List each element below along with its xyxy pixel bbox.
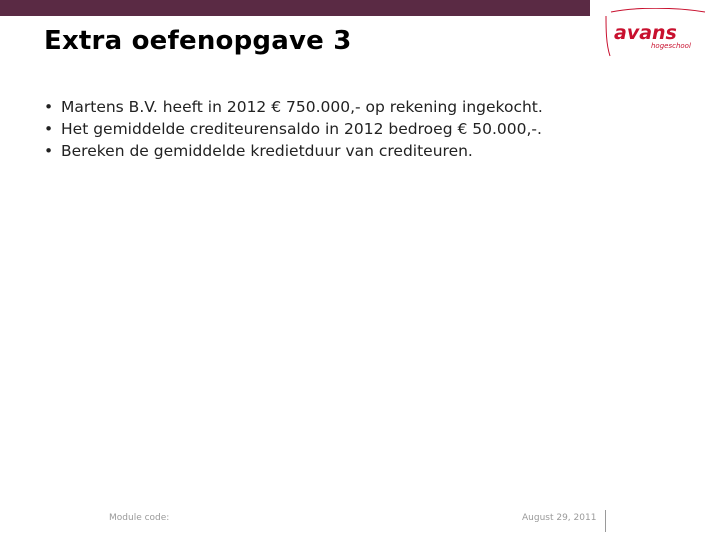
bullet-list bbox=[44, 96, 543, 162]
slide-title: Extra oefenopgave 3 bbox=[44, 26, 352, 56]
footer-module-code: Module code: bbox=[109, 513, 170, 523]
logo-subtitle: hogeschool bbox=[651, 42, 691, 50]
bullet-item bbox=[44, 118, 543, 140]
top-brand-bar bbox=[0, 0, 590, 16]
bullet-item bbox=[44, 140, 543, 162]
bullet-text: Martens B.V. heeft in 2012 € 750.000,- op rekening ingekocht. bbox=[61, 98, 543, 116]
bullet-icon: • bbox=[44, 98, 54, 116]
bullet-text: Het gemiddelde crediteurensaldo in 2012 bedroeg € 50.000,-. bbox=[61, 120, 542, 138]
bullet-text: Bereken de gemiddelde kredietduur van crediteuren. bbox=[61, 142, 473, 160]
logo-wordmark: avans bbox=[614, 22, 677, 44]
bullet-icon: • bbox=[44, 120, 54, 138]
bullet-icon: • bbox=[44, 142, 54, 160]
footer-date: August 29, 2011 bbox=[522, 513, 597, 523]
footer-divider bbox=[605, 510, 606, 532]
bullet-item bbox=[44, 96, 543, 118]
avans-logo bbox=[605, 8, 707, 60]
